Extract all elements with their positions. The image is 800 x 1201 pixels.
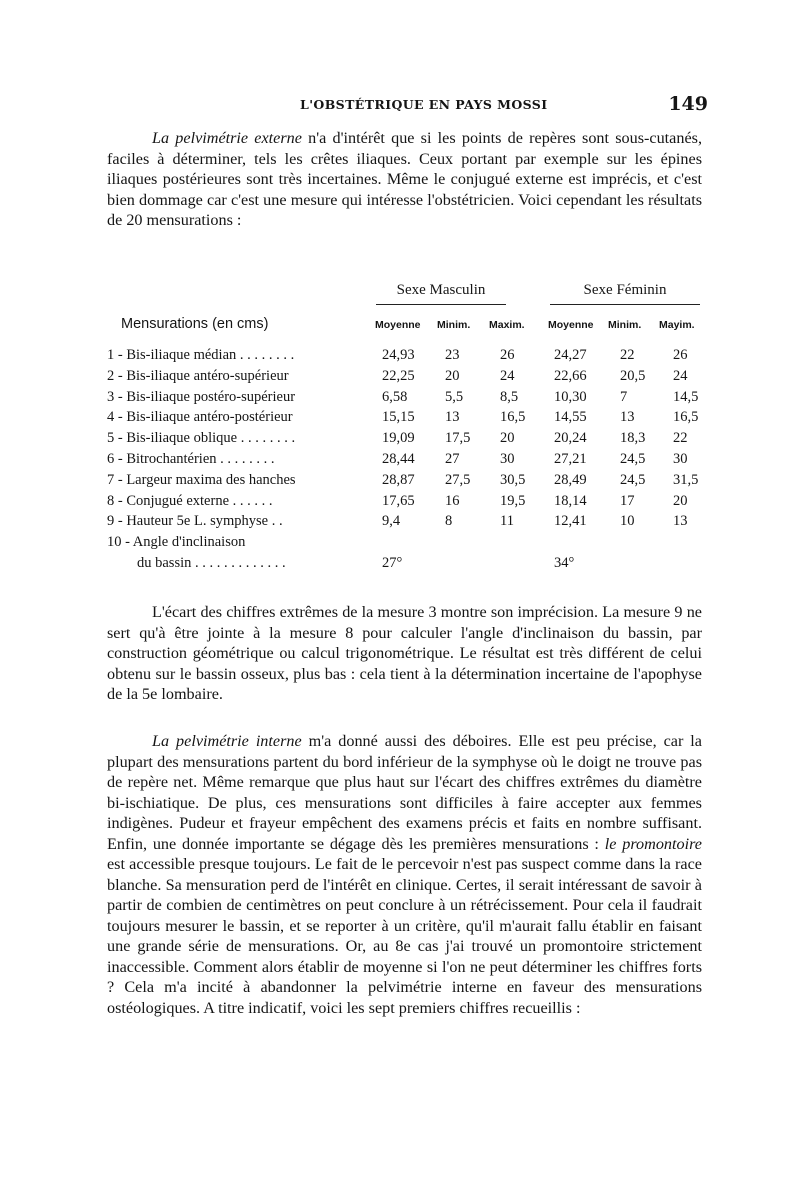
cell: 22,25 [382, 367, 415, 384]
col-header: Moyenne [375, 319, 421, 331]
table-row [107, 493, 707, 514]
group-header-male: Sexe Masculin [396, 282, 486, 298]
table-row [107, 472, 707, 493]
cell: 31,5 [673, 471, 699, 488]
cell: 17,5 [445, 430, 471, 447]
cell: 30 [500, 450, 515, 467]
paragraph-external-pelvimetry [107, 128, 702, 231]
col-header: Minim. [608, 319, 642, 331]
table-row [107, 368, 707, 389]
cell: 10 [620, 513, 635, 530]
cell: 24,5 [620, 450, 646, 467]
cell: 8,5 [500, 388, 519, 405]
cell: 18,3 [620, 430, 646, 447]
cell: 16,5 [673, 409, 699, 426]
cell: 10,30 [554, 388, 587, 405]
table-row [107, 347, 707, 368]
cell: 20 [445, 367, 460, 384]
cell: 27 [445, 450, 460, 467]
cell: 28,87 [382, 471, 415, 488]
cell: 28,44 [382, 450, 415, 467]
paragraph-text: n'a d'intérêt que si les points de repères sont sous-cutanés, faciles à déterminer, tels les crêtes iliaques. Ceux portant par exemple sur les épines iliaques postérieures sont très incertaines. Même le conjugué externe est imprécis, et c'est bien dommage car c'est une mesure qui intéresse l'obstétricien. Voici cependant les résultats de 20 mensurations : [107, 129, 702, 229]
paragraph-internal-pelvimetry [107, 731, 702, 1018]
cell: 27,5 [445, 471, 471, 488]
cell: 20 [673, 492, 688, 509]
paragraph-lead-external: La pelvimétrie externe [152, 129, 302, 147]
paragraph-text: m'a donné aussi des déboires. Elle est peu précise, car la plupart des mensurations partent du bord inférieur de la symphyse où le doigt ne trouve pas de repère net. Même remarque que plus haut sur l'écart des chiffres extrêmes du diamètre bi-ischiatique. De plus, ces mensurations sont difficiles à faire accepter aux femmes indigènes. Pudeur et frayeur empêchent des examens précis et faits en nombre suffisant. Enfin, une donnée importante se dégage dès les premières mensurations : [107, 732, 702, 853]
row-header-label: Mensurations (en cms) [121, 316, 269, 332]
table-row [107, 451, 707, 472]
row-label: 10 - Angle d'inclinaison [107, 534, 246, 551]
cell: 13 [445, 409, 460, 426]
cell: 18,14 [554, 492, 587, 509]
cell: 28,49 [554, 471, 587, 488]
table-row [107, 555, 707, 576]
cell: 12,41 [554, 513, 587, 530]
table-row [107, 409, 707, 430]
running-title: L'OBSTÉTRIQUE EN PAYS MOSSI [300, 97, 548, 112]
cell: 19,09 [382, 430, 415, 447]
row-label: 4 - Bis-iliaque antéro-postérieur [107, 409, 293, 426]
cell: 22 [673, 430, 688, 447]
group-header-female: Sexe Féminin [583, 282, 667, 298]
cell: 6,58 [382, 388, 408, 405]
col-header: Minim. [437, 319, 471, 331]
cell: 24 [673, 367, 688, 384]
cell: 27,21 [554, 450, 587, 467]
cell: 7 [620, 388, 628, 405]
cell: 30 [673, 450, 688, 467]
table-row [107, 389, 707, 410]
paragraph-measurement-discussion: L'écart des chiffres extrêmes de la mesure 3 montre son imprécision. La mesure 9 ne sert qu'à être jointe à la mesure 8 pour calculer l'angle d'inclinaison du bassin, par construction géométrique ou calcul trigonométrique. Le résultat est très différent de celui obtenu sur le bassin osseux, plus bas : cela tient à la détermination incertaine de l'apophyse de la 5e lombaire. [107, 603, 702, 703]
cell: 23 [445, 347, 460, 363]
row-label: 9 - Hauteur 5e L. symphyse . . [107, 513, 283, 530]
cell: 27° [382, 554, 403, 571]
group-rule-female [550, 304, 700, 305]
cell: 16 [445, 492, 460, 509]
page-number: 149 [668, 93, 708, 115]
cell: 11 [500, 513, 514, 530]
cell: 24 [500, 367, 515, 384]
cell: 34° [554, 554, 575, 571]
cell: 24,5 [620, 471, 646, 488]
table-body [107, 347, 707, 576]
group-rule-male [376, 304, 506, 305]
paragraph-text: est accessible presque toujours. Le fait de le percevoir n'est pas suspect comme dans la race blanche. Sa mensuration perd de l'intérêt en clinique. Certes, il serait intéressant de savoir à partir de combien de centimètres on peut conclure à un rétrécissement. Pour cela il faudrait toujours mesurer le bassin, et se reporter à un critère, qu'il m'aurait fallu établir en faisant une grande série de mensurations. Or, au 8e cas j'ai trouvé un promontoire strictement inaccessible. Comment alors établir de moyenne si l'on ne peut déterminer les chiffres forts ? Cela m'a incité à abandonner la pelvimétrie interne en faveur des mensurations ostéologiques. A titre indicatif, voici les sept premiers chiffres recueillis : [107, 855, 702, 1017]
cell: 9,4 [382, 513, 401, 530]
cell: 30,5 [500, 471, 526, 488]
table-row [107, 430, 707, 451]
table-row [107, 534, 707, 555]
col-header: Mayim. [659, 319, 695, 331]
cell: 16,5 [500, 409, 526, 426]
col-header: Maxim. [489, 319, 525, 331]
cell: 15,15 [382, 409, 415, 426]
cell: 13 [673, 513, 688, 530]
cell: 20 [500, 430, 515, 447]
cell: 20,24 [554, 430, 587, 447]
table-row [107, 513, 707, 534]
cell: 22 [620, 347, 635, 363]
cell: 8 [445, 513, 453, 530]
row-label: 8 - Conjugué externe . . . . . . [107, 492, 273, 509]
cell: 24,93 [382, 347, 415, 363]
row-label: 2 - Bis-iliaque antéro-supérieur [107, 367, 289, 384]
row-label: 5 - Bis-iliaque oblique . . . . . . . . [107, 430, 296, 447]
cell: 20,5 [620, 367, 646, 384]
row-label: 6 - Bitrochantérien . . . . . . . . [107, 450, 275, 467]
cell: 14,55 [554, 409, 587, 426]
col-header: Moyenne [548, 319, 594, 331]
table-header-row [107, 316, 707, 334]
cell: 26 [673, 347, 688, 363]
row-label: du bassin . . . . . . . . . . . . . [137, 554, 286, 571]
cell: 22,66 [554, 367, 587, 384]
page-header [300, 95, 708, 117]
promontoire-italic: le promontoire [604, 834, 702, 853]
cell: 13 [620, 409, 635, 426]
cell: 26 [500, 347, 515, 363]
cell: 14,5 [673, 388, 699, 405]
cell: 19,5 [500, 492, 526, 509]
cell: 17 [620, 492, 635, 509]
paragraph-lead-internal: La pelvimétrie interne [152, 732, 302, 750]
cell: 5,5 [445, 388, 464, 405]
row-label: 3 - Bis-iliaque postéro-supérieur [107, 388, 296, 405]
cell: 24,27 [554, 347, 587, 363]
row-label: 7 - Largeur maxima des hanches [107, 471, 296, 488]
row-label: 1 - Bis-iliaque médian . . . . . . . . [107, 347, 295, 363]
cell: 17,65 [382, 492, 415, 509]
